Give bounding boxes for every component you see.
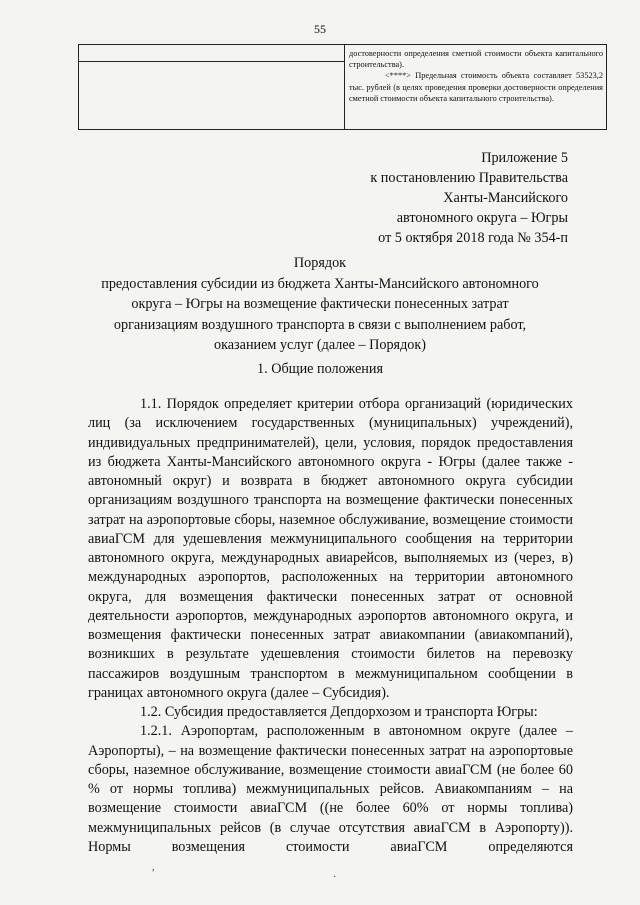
scan-speck: ·	[333, 872, 337, 883]
appendix-line: автономного округа – Югры	[396, 210, 568, 226]
title-line: Порядок	[293, 255, 347, 271]
document-title	[70, 253, 570, 356]
paragraph-1-2-1: 1.2.1. Аэропортам, расположенным в автономном округе (далее – Аэропорты), – на возмещение фактически понесенных затрат на аэропортовые сборы, наземное обслуживание, возмещение стоимости авиаГСМ (не более 60 % от нормы топлива) межмуниципальных рейсов. Авиакомпаниям – на возмещение стоимости авиаГСМ ((не более 60% от нормы топлива) межмуниципальных рейсов (в случае отсутствия авиаГСМ в Аэропорту)). Нормы возмещения стоимости авиаГСМ определяются	[88, 723, 573, 855]
appendix-header	[308, 148, 568, 248]
footnote-line-1: достоверности определения сметной стоимости объекта капитального строительства).	[349, 49, 603, 70]
footnote-table-empty-cell	[79, 45, 345, 129]
section-heading: 1. Общие положения	[257, 361, 383, 377]
footnote-table-row-divider	[79, 61, 345, 62]
appendix-line: к постановлению Правительства	[370, 170, 568, 186]
body-text	[88, 395, 573, 857]
paragraph-1-1: 1.1. Порядок определяет критерии отбора организаций (юридических лиц (за исключением государственных (муниципальных) учреждений), индивидуальных предпринимателей), цели, условия, порядок предоставления из бюджета Ханты-Мансийского автономного округа - Югры (далее также - автономный округ) и возврата в бюджет автономного округа субсидии организациям воздушного транспорта на возмещение фактически понесенных затрат на аэропортовые сборы, наземное обслуживание, возмещение стоимости авиаГСМ для удешевления межмуниципального сообщения на территории автономного округа, международных авиарейсов, выполняемых из (через, в) международных аэропортов, расположенных на территории автономного округа, для возмещения фактически понесенных затрат от основной деятельности аэропортов, международных аэропортов автономного округа, и возмещения фактически понесенных затрат авиакомпании (авиакомпаний), возникших в результате удешевления стоимости билетов на перевозку пассажиров воздушным транспортом в межмуниципальном сообщении в границах автономного округа (далее – Субсидия).	[88, 396, 573, 701]
paragraph-1-2: 1.2. Субсидия предоставляется Депдорхозом и транспорта Югры:	[140, 704, 538, 720]
title-line: оказанием услуг (далее – Порядок)	[213, 337, 427, 353]
title-line: округа – Югры на возмещение фактически понесенных затрат	[131, 296, 509, 312]
title-line: предоставления субсидии из бюджета Ханты-Мансийского автономного	[101, 275, 539, 292]
appendix-line: Ханты-Мансийского	[443, 190, 568, 206]
footnote-line-2: <****> Предельная стоимость объекта составляет 53523,2 тыс. рублей (в целях проведения проверки достоверности определения сметной стоимости объекта капитального строительства).	[349, 71, 603, 103]
title-line: организациям воздушного транспорта в связи с выполнением работ,	[113, 316, 527, 333]
page-number: 55	[314, 22, 326, 36]
scan-speck: ,	[152, 862, 155, 873]
appendix-line: Приложение 5	[481, 150, 568, 166]
appendix-line: от 5 октября 2018 года № 354-п	[378, 230, 568, 246]
footnote-table	[78, 44, 607, 130]
footnote-text	[349, 48, 603, 104]
